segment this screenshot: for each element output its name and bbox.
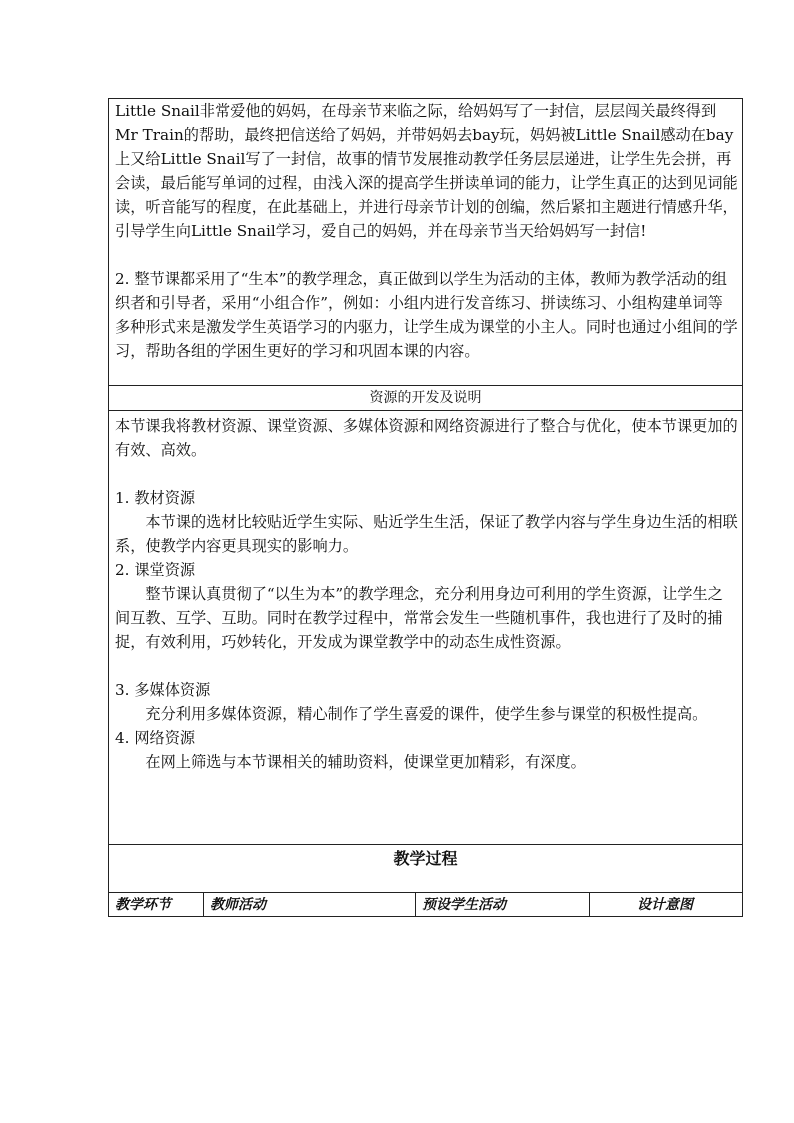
lesson-plan-table: [108, 98, 743, 917]
intro-paragraph-1: Little Snail非常爱他的妈妈，在母亲节来临之际，给妈妈写了一封信，层层闯关最终得到Mr Train的帮助，最终把信送给了妈妈，并带妈妈去bay玩，妈妈被Little Snail感动在bay上又给Little Snail写了一封信，故事的情节发展推动教学任务层层递进，让学生先会拼，再会读，最后能写单词的过程，由浅入深的提高学生拼读单词的能力，让学生真正的达到见词能读，听音能写的程度，在此基础上，并进行母亲节计划的创编，然后紧扣主题进行情感升华，引导学生向Little Snail学习，爱自己的妈妈，并在母亲节当天给妈妈写一封信!: [115, 102, 738, 240]
column-header-stage: 教学环节: [109, 893, 204, 916]
resource-body-classroom: 整节课认真贯彻了“以生为本”的教学理念，充分利用身边可利用的学生资源，让学生之间互教、互学、互助。同时在教学过程中，常常会发生一些随机事件，我也进行了及时的捕捉，有效利用，巧妙转化，开发成为课堂教学中的动态生成性资源。: [115, 585, 723, 651]
column-header-purpose: 设计意图: [637, 897, 693, 913]
teaching-process-heading: 教学过程: [109, 845, 742, 893]
resources-cell: [109, 411, 742, 845]
resource-title-classroom: 2. 课堂资源: [115, 561, 196, 579]
resources-heading: 资源的开发及说明: [109, 386, 742, 411]
process-column-headers: [109, 893, 742, 917]
resource-body-textbook: 本节课的选材比较贴近学生实际、贴近学生生活，保证了教学内容与学生身边生活的相联系，使教学内容更具现实的影响力。: [115, 513, 738, 555]
resource-body-multimedia: 充分利用多媒体资源，精心制作了学生喜爱的课件，使学生参与课堂的积极性提高。: [145, 705, 708, 723]
resource-title-textbook: 1. 教材资源: [115, 489, 196, 507]
intro-paragraph-2: 2. 整节课都采用了“生本”的教学理念，真正做到以学生为活动的主体，教师为教学活动的组织者和引导者，采用“小组合作”，例如：小组内进行发音练习、拼读练习、小组构建单词等多种形式来是激发学生英语学习的内驱力，让学生成为课堂的小主人。同时也通过小组间的学习，帮助各组的学困生更好的学习和巩固本课的内容。: [115, 270, 738, 360]
column-header-student: 预设学生活动: [416, 893, 590, 916]
column-header-teacher: 教师活动: [204, 893, 416, 916]
intro-cell: [109, 99, 742, 386]
resource-body-network: 在网上筛选与本节课相关的辅助资料，使课堂更加精彩，有深度。: [145, 753, 586, 771]
resource-title-network: 4. 网络资源: [115, 729, 196, 747]
resource-title-multimedia: 3. 多媒体资源: [115, 681, 211, 699]
resources-summary: 本节课我将教材资源、课堂资源、多媒体资源和网络资源进行了整合与优化，使本节课更加的有效、高效。: [115, 417, 738, 459]
